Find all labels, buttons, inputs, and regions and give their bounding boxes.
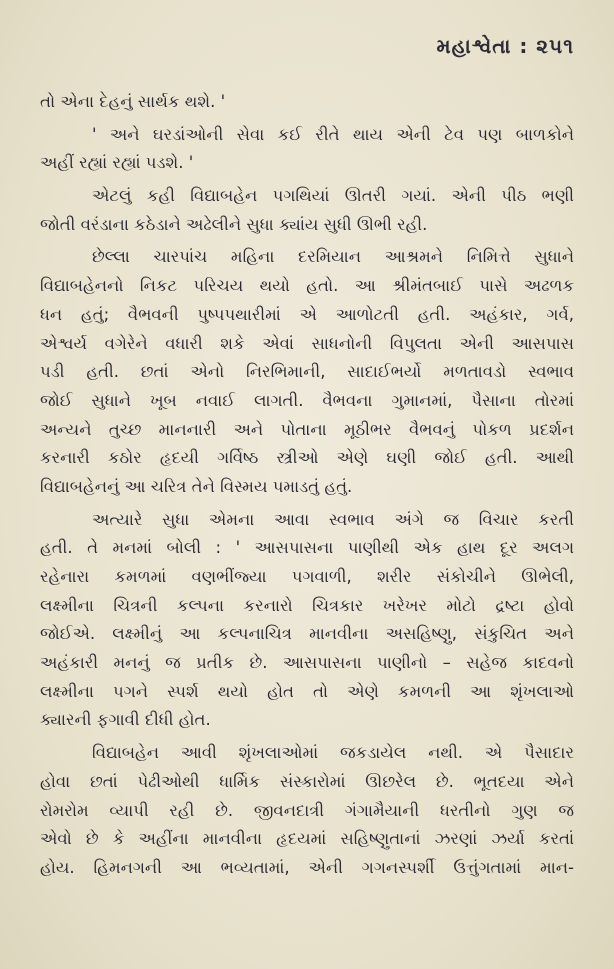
paragraph [40,182,574,239]
text-line: રોમરોમ વ્યાપી રહી છે. જીવનદાત્રી ગંગામૈયાની ધરતીનો ગુણ જ [40,800,574,820]
text-line: વિદ્યાબહેનનો નિકટ પરિચય થયો હતો. આ શ્રીમંતબાઈ પાસે અઢળક [40,276,574,296]
text-line: એટલું કહી વિદ્યાબહેન પગથિયાં ઊતરી ગયાં. એની પીઠ ભણી [92,186,574,206]
text-line: હતી. તે મનમાં બોલી : ' આસપાસના પાણીથી એક હાથ દૂર અલગ [40,538,574,558]
text-line: કરનારી કઠોર હૃદયી ગર્વિષ્ઠ સ્ત્રીઓ એણે ઘણી જોઈ હતી. આથી [40,448,574,468]
paragraph [40,243,574,501]
text-line: હોવા છતાં પેઢીઓથી ધાર્મિક સંસ્કારોમાં ઊછરેલ છે. ભૂતદયા એને [40,771,574,791]
text-line: એવો છે કે અહીંના માનવીના હૃદયમાં સહિષ્ણુતાનાં ઝરણાં ઝર્યા કરતાં [40,829,574,849]
paragraph [40,88,574,117]
running-head: મહાશ્વેતા : ૨૫૧ [436,34,574,58]
text-line: જોઈ સુધાને ખૂબ નવાઈ લાગતી. વૈભવના ગુમાનમાં, પૈસાના તોરમાં [40,390,574,410]
text-line: વિદ્યાબહેનનું આ ચરિત્ર તેને વિસ્મય પમાડતું હતું. [40,476,353,496]
text-line: વિદ્યાબહેન આવી શૃંખલાઓમાં જકડાયેલ નથી. એ પૈસાદાર [92,743,574,763]
text-line: અહીં રહ્યાં રહ્યાં પડશે. ' [40,153,194,173]
text-line: અહંકારી મનનું જ પ્રતીક છે. આસપાસના પાણીનો – સહેજ કાદવનો [40,653,574,673]
text-line: અત્યારે સુધા એમના આવા સ્વભાવ અંગે જ વિચાર કરતી [92,509,574,529]
text-line: પડી હતી. છતાં એનો નિરભિમાની, સાદાઈભર્યો મળતાવડો સ્વભાવ [40,362,574,382]
paragraph [40,506,574,736]
text-line: અન્યને તુચ્છ માનનારી અને પોતાના મૂઠીભર વૈભવનું પોકળ પ્રદર્શન [40,419,574,439]
text-line: તો એના દેહનું સાર્થક થશે. ' [40,92,226,111]
body-text [40,88,574,883]
text-line: છેલ્લા ચારપાંચ મહિના દરમિયાન આશ્રમને નિમિત્તે સુધાને [92,247,574,267]
text-line: હોય. હિમનગની આ ભવ્યતામાં, એની ગગનસ્પર્શી ઉત્તુંગતામાં માન- [40,857,574,877]
text-line: જોઈએ. લક્ષ્મીનું આ કલ્પનાચિત્ર માનવીના અસહિષ્ણુ, સંકુચિત અને [40,624,574,644]
text-line: જોતી વરંડાના કઠેડાને અઢેલીને સુધા ક્યાંય સુધી ઊભી રહી. [40,214,428,234]
text-line: ' અને ઘરડાંઓની સેવા કઈ રીતે થાય એની ટેવ પણ બાળકોને [92,124,574,144]
text-line: રહેનારા કમળમાં વણભીંજ્યા પગવાળી, શરીર સંકોચીને ઊભેલી, [40,567,574,586]
paragraph [40,739,574,882]
paragraph [40,121,574,178]
text-line: ક્યારની ફગાવી દીધી હોત. [40,710,211,730]
text-line: એશ્વર્ય વગેરેને વધારી શકે એવાં સાધનોની વિપુલતા એની આસપાસ [40,333,574,353]
text-line: ધન હતું; વૈભવની પુષ્પપથારીમાં એ આળોટતી હતી. અહંકાર, ગર્વ, [40,304,574,324]
text-line: લક્ષ્મીના પગને સ્પર્શ થયો હોત તો એણે કમળની આ શૃંખલાઓ [40,681,574,701]
text-line: લક્ષ્મીના ચિત્રની કલ્પના કરનારો ચિત્રકાર ખરેખર મોટો દ્રષ્ટા હોવો [40,595,574,615]
